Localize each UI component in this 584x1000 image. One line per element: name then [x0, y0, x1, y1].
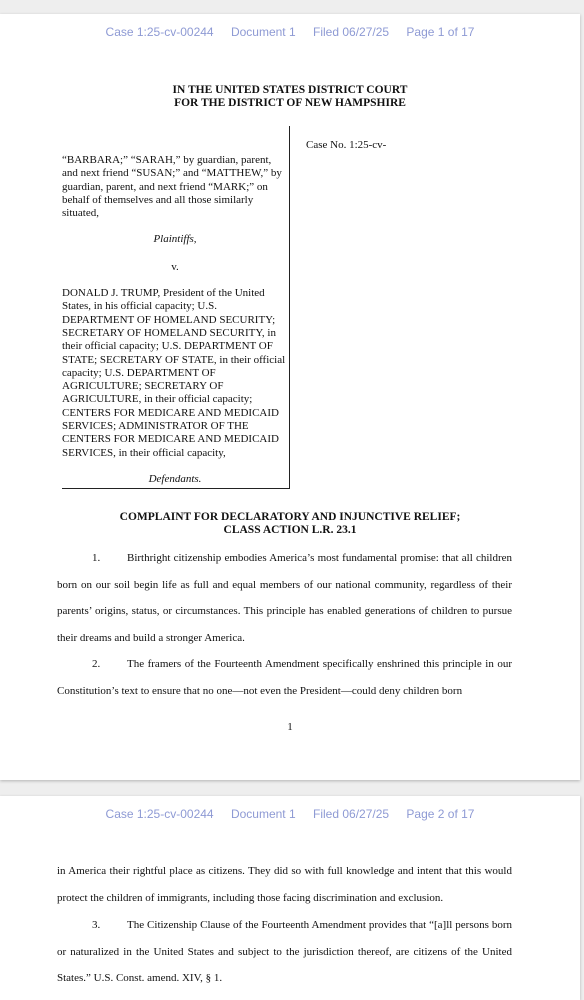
defendants-label: Defendants.	[148, 472, 202, 485]
paragraph-number: 3.	[92, 919, 101, 931]
ecf-header	[0, 25, 580, 39]
caption-divider-horizontal	[62, 488, 290, 489]
court-title-line-1: IN THE UNITED STATES DISTRICT COURT	[172, 84, 408, 96]
ecf-header	[0, 807, 580, 821]
paragraph-text: in America their rightful place as citizens. They did so with full knowledge and intent that this would protect the children of immigrants, including those facing discrimination and exclusion.	[57, 865, 512, 904]
defendants-text: DONALD J. TRUMP, President of the United States, in his official capacity; U.S. DEPARTMENT OF HOMELAND SECURITY; SECRETARY OF HOMELAND SECURITY, in their official capacity; U.S. DEPARTMENT OF STATE; SECRETARY OF STATE, in their official capacity; U.S. DEPARTMENT OF AGRICULTURE; SECRETARY OF AGRICULTURE, in their official capacity; CENTERS FOR MEDICARE AND MEDICAID SERVICES; ADMINISTRATOR OF THE CENTERS FOR MEDICARE AND MEDICAID SERVICES, in their official capacity,	[62, 287, 286, 459]
paragraph-3	[57, 912, 512, 992]
document-number: Document 1	[230, 807, 296, 821]
document-number: Document 1	[230, 25, 296, 39]
paragraph-1	[57, 545, 512, 651]
paragraph-text: The framers of the Fourteenth Amendment specifically enshrined this principle in our Constitution’s text to ensure that no one—not even the President—could deny children born	[57, 658, 512, 697]
paragraph-number: 1.	[92, 552, 101, 564]
caption-divider-vertical	[289, 126, 290, 488]
case-number: Case 1:25-cv-00244	[105, 807, 214, 821]
paragraph-text: The Citizenship Clause of the Fourteenth Amendment provides that “[a]ll persons born or naturalized in the United States and subject to the jurisdiction thereof, are citizens of the United States.” U.S. Const. amend. XIV, § 1.	[57, 919, 512, 984]
filed-date: Filed 06/27/25	[313, 25, 390, 39]
page-indicator: Page 1 of 17	[406, 25, 475, 39]
document-page-2	[0, 796, 580, 1000]
page-number: 1	[287, 721, 293, 733]
complaint-title-line-1: COMPLAINT FOR DECLARATORY AND INJUNCTIVE RELIEF;	[119, 511, 461, 523]
complaint-title	[0, 511, 580, 537]
filed-date: Filed 06/27/25	[313, 807, 390, 821]
complaint-title-line-2: CLASS ACTION L.R. 23.1	[223, 524, 357, 536]
case-number: Case 1:25-cv-00244	[105, 25, 214, 39]
case-no: Case No. 1:25-cv-	[306, 139, 387, 151]
paragraph-text: Birthright citizenship embodies America’s most fundamental promise: that all children born on our soil begin life as full and equal members of our national community, regardless of their parents’ origins, status, or circumstances. This principle has enabled generations of children to pursue their dreams and build a stronger America.	[57, 552, 512, 644]
page-indicator: Page 2 of 17	[406, 807, 475, 821]
versus: v.	[171, 260, 179, 273]
paragraph-number: 2.	[92, 658, 101, 670]
document-page-1	[0, 14, 580, 780]
court-title-line-2: FOR THE DISTRICT OF NEW HAMPSHIRE	[174, 97, 406, 109]
paragraph-2-continued	[57, 858, 512, 911]
plaintiffs-label: Plaintiffs,	[153, 233, 197, 246]
court-title	[0, 84, 580, 110]
case-caption	[62, 126, 288, 486]
plaintiffs-text: “BARBARA;” “SARAH,” by guardian, parent, and next friend “SUSAN;” and “MATTHEW,” by guardian, parent, and next friend “MARK;” on behalf of themselves and all those similarly situated,	[62, 154, 282, 220]
paragraph-2	[57, 651, 512, 704]
